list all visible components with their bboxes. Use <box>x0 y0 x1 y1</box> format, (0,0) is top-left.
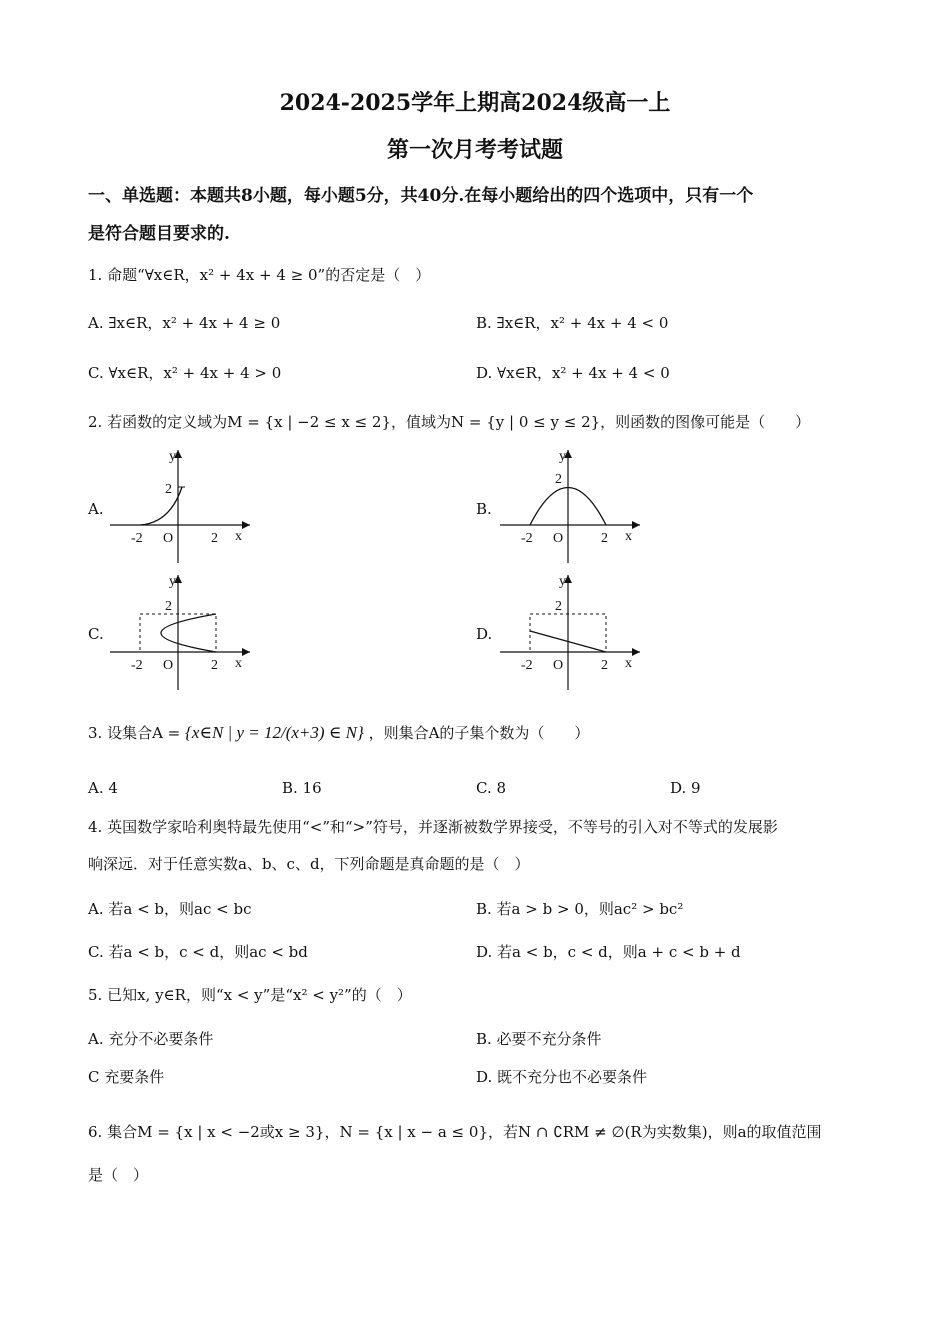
axis-ytick-label: 2 <box>555 472 562 487</box>
q4-option-d: D. 若a < b，c < d，则a + c < b + d <box>476 943 741 961</box>
q1-option-c: C. ∀x∈R，x² + 4x + 4 > 0 <box>88 364 282 382</box>
axis-y-label: y <box>559 449 566 464</box>
q1-option-d: D. ∀x∈R，x² + 4x + 4 < 0 <box>476 364 670 382</box>
section-heading-line2: 是符合题目要求的. <box>88 224 230 244</box>
axis-pos2-label: 2 <box>601 531 608 546</box>
q5-option-c: C 充要条件 <box>88 1068 165 1086</box>
q2-label-c: C. <box>88 625 104 643</box>
axis-ytick-label: 2 <box>165 482 172 497</box>
q3-stem-post: ，则集合A的子集个数为（ ） <box>368 724 590 742</box>
q4-option-b: B. 若a > b > 0，则ac² > bc² <box>476 900 684 918</box>
axis-neg2-label: -2 <box>521 658 533 673</box>
axis-neg2-label: -2 <box>521 531 533 546</box>
axis-x-label: x <box>625 529 632 544</box>
q5-stem: 5. 已知x, y∈R，则“x < y”是“x² < y²”的（ ） <box>88 986 412 1004</box>
q5-option-a: A. 充分不必要条件 <box>88 1030 214 1048</box>
q3-option-d: D. 9 <box>670 779 701 797</box>
axis-x-label: x <box>235 656 242 671</box>
q2-graph-a <box>105 445 255 565</box>
axis-y-label: y <box>169 449 176 464</box>
axis-x-label: x <box>235 529 242 544</box>
axis-y-label: y <box>169 574 176 589</box>
q3-option-c: C. 8 <box>476 779 507 797</box>
q3-stem <box>88 722 589 743</box>
axis-origin-label: O <box>163 658 174 673</box>
q4-option-a: A. 若a < b，则ac < bc <box>88 900 252 918</box>
q2-stem: 2. 若函数的定义域为M = {x | −2 ≤ x ≤ 2}，值域为N = {y | 0 ≤ y ≤ 2}，则函数的图像可能是（ ） <box>88 413 811 431</box>
axis-origin-label: O <box>553 531 564 546</box>
axis-pos2-label: 2 <box>211 658 218 673</box>
axis-y-label: y <box>559 574 566 589</box>
axis-x-label: x <box>625 656 632 671</box>
q2-graph-d <box>495 570 645 692</box>
q2-graph-b <box>495 445 645 565</box>
q4-stem-line1: 4. 英国数学家哈利奥特最先使用“<”和“>”符号，并逐渐被数学界接受，不等号的引入对不等式的发展影 <box>88 818 778 836</box>
q1-option-a: A. ∃x∈R，x² + 4x + 4 ≥ 0 <box>88 314 281 332</box>
q3-option-a: A. 4 <box>88 779 118 797</box>
q6-stem-line2: 是（ ） <box>88 1166 149 1184</box>
section-heading-line1: 一、单选题：本题共8小题，每小题5分，共40分.在每小题给出的四个选项中，只有一个 <box>88 186 754 206</box>
q2-graph-c <box>105 570 255 692</box>
q5-option-d: D. 既不充分也不必要条件 <box>476 1068 648 1086</box>
q5-option-b: B. 必要不充分条件 <box>476 1030 602 1048</box>
q2-label-d: D. <box>476 625 493 643</box>
q2-label-b: B. <box>476 500 492 518</box>
q6-stem-line1: 6. 集合M = {x | x < −2或x ≥ 3}，N = {x | x − a ≤ 0}，若N ∩ ∁RM ≠ ∅(R为实数集)，则a的取值范围 <box>88 1123 822 1141</box>
axis-pos2-label: 2 <box>601 658 608 673</box>
q2-label-a: A. <box>88 500 104 518</box>
q1-option-b: B. ∃x∈R，x² + 4x + 4 < 0 <box>476 314 669 332</box>
q3-set-expression: {x∈N | y = 12/(x+3) ∈ N} <box>185 723 364 742</box>
exam-title-line1: 2024-2025学年上期高2024级高一上 <box>279 90 671 116</box>
q3-option-b: B. 16 <box>282 779 322 797</box>
axis-origin-label: O <box>163 531 174 546</box>
exam-title-line2: 第一次月考考试题 <box>386 137 563 163</box>
axis-origin-label: O <box>553 658 564 673</box>
q3-stem-pre: 3. 设集合A = <box>88 724 181 742</box>
axis-ytick-label: 2 <box>555 599 562 614</box>
axis-neg2-label: -2 <box>131 658 143 673</box>
q1-stem: 1. 命题“∀x∈R，x² + 4x + 4 ≥ 0”的否定是（ ） <box>88 266 431 284</box>
q4-option-c: C. 若a < b，c < d，则ac < bd <box>88 943 308 961</box>
axis-ytick-label: 2 <box>165 599 172 614</box>
q4-stem-line2: 响深远．对于任意实数a、b、c、d，下列命题是真命题的是（ ） <box>88 855 530 873</box>
axis-neg2-label: -2 <box>131 531 143 546</box>
axis-pos2-label: 2 <box>211 531 218 546</box>
